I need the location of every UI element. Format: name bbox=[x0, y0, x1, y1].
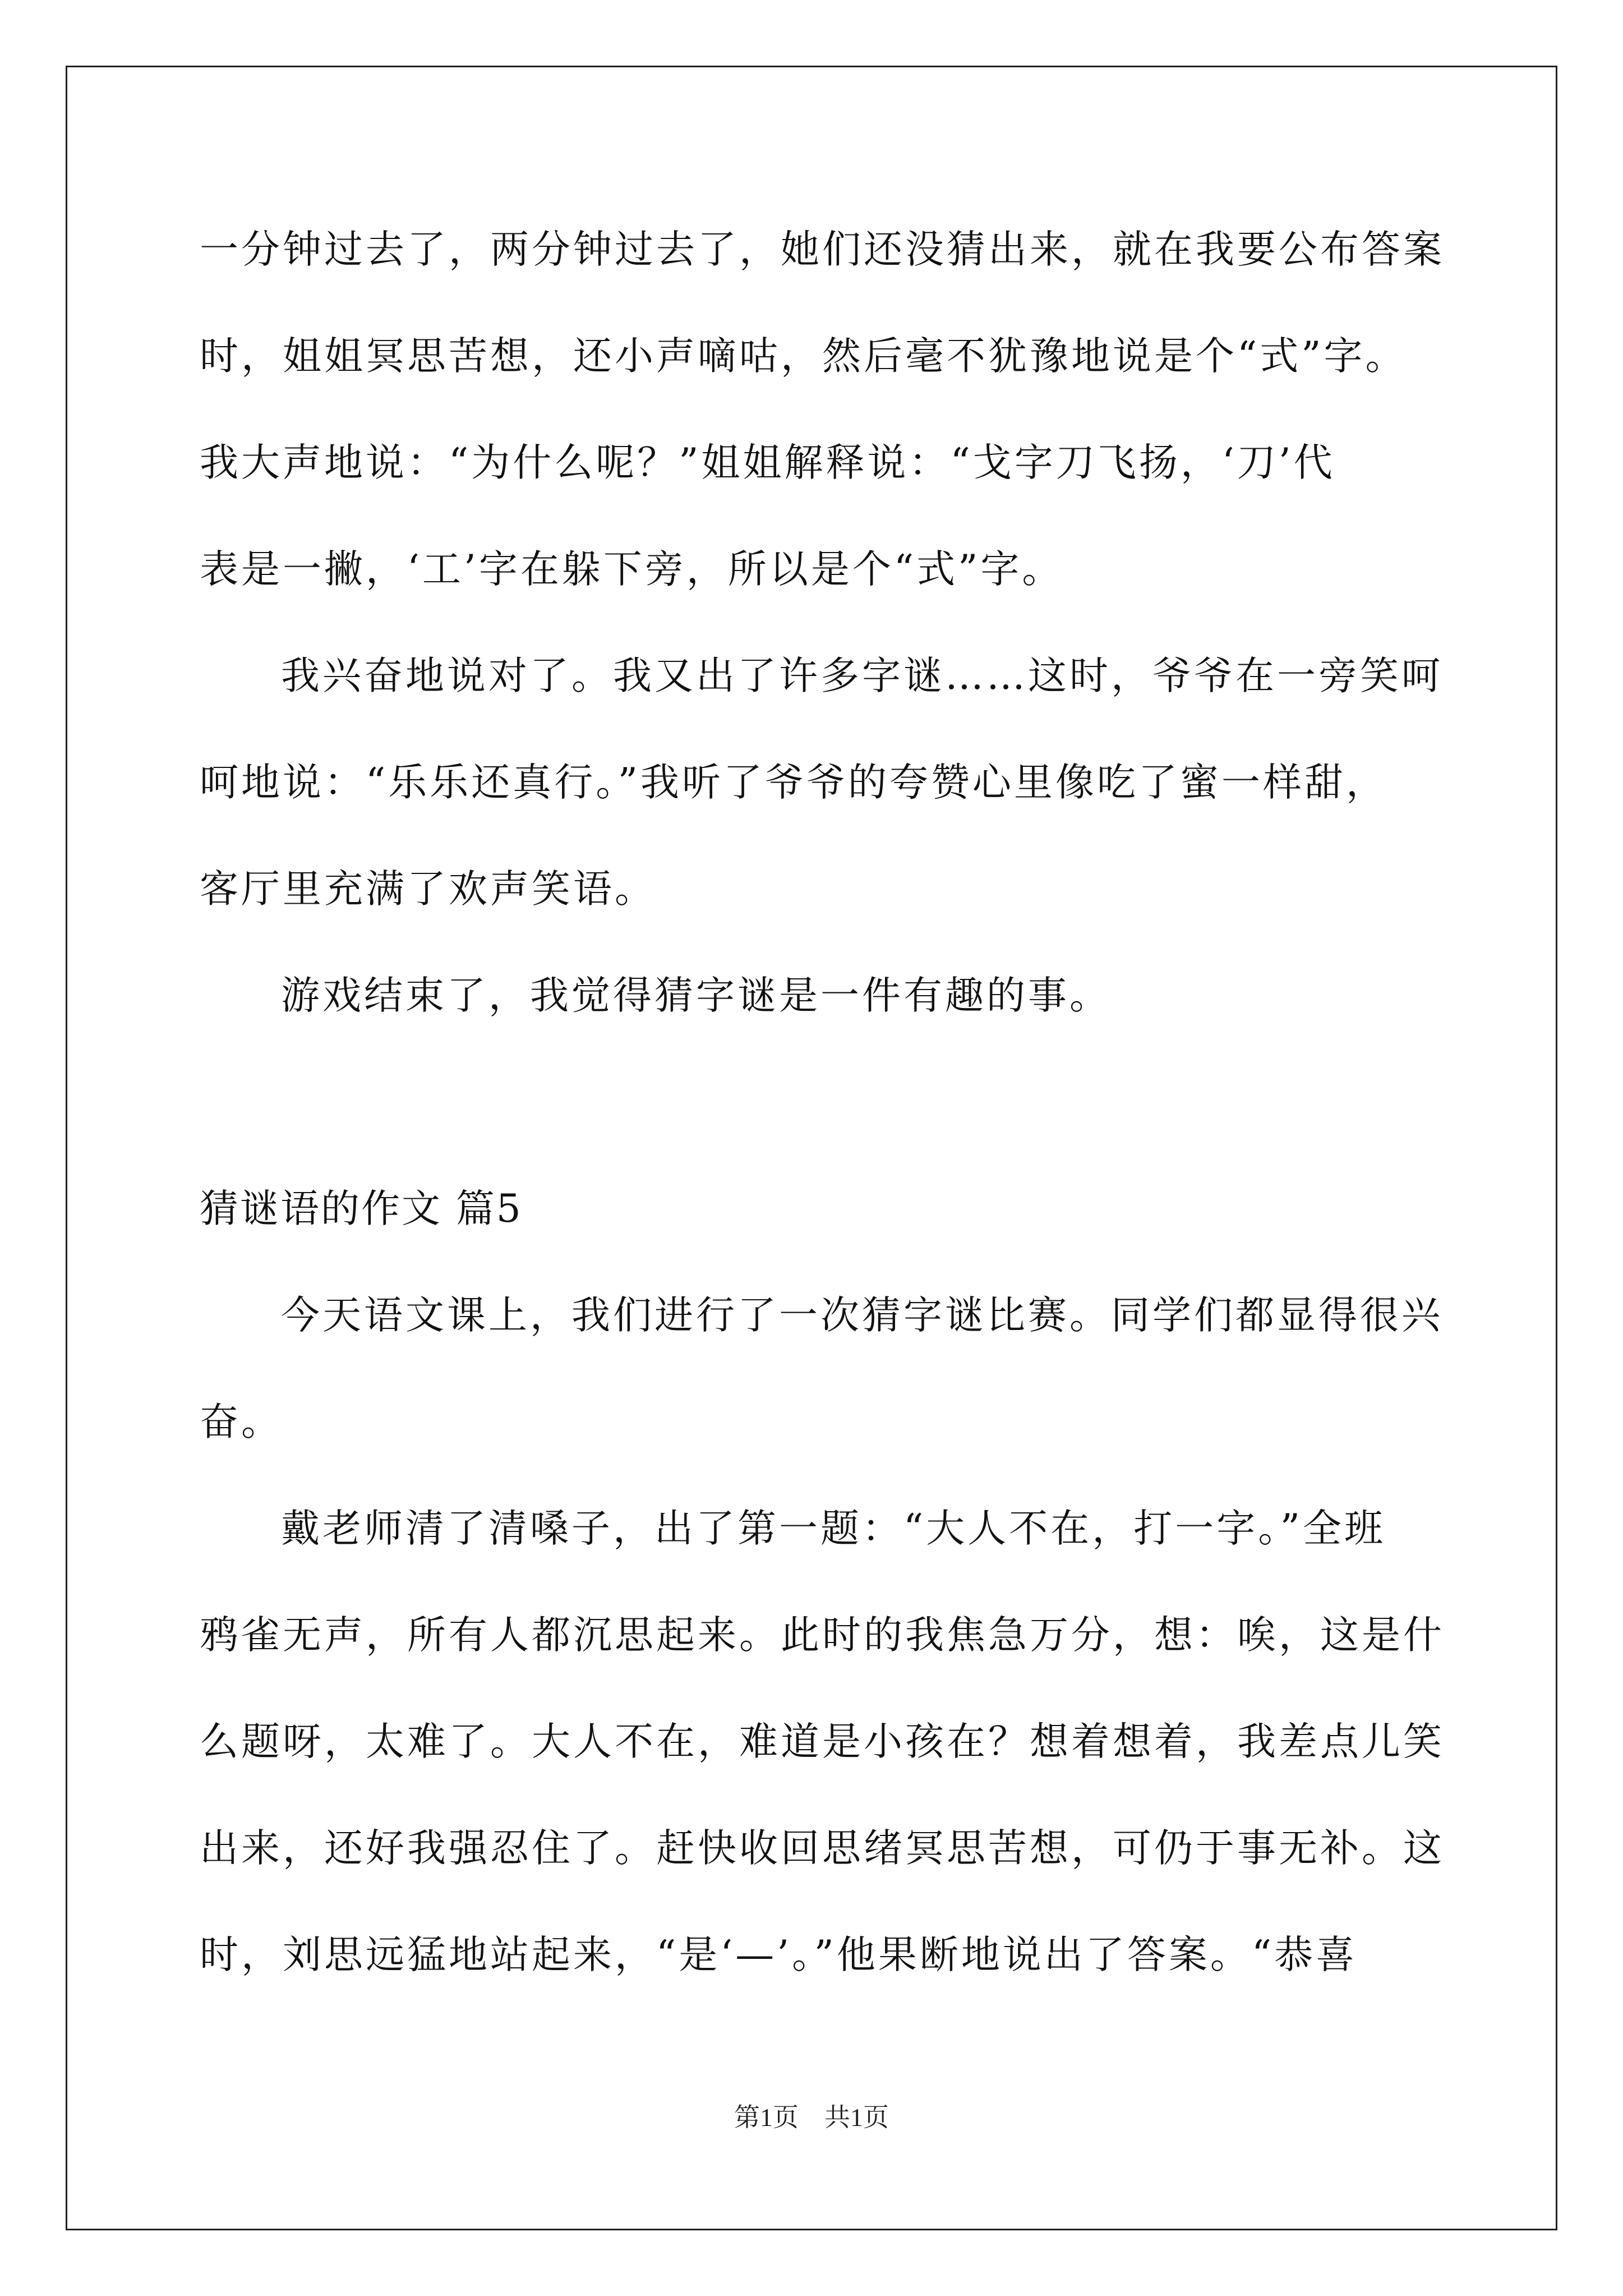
text-line-2: 时，姐姐冥思苦想，还小声嘀咕，然后毫不犹豫地说是个“式”字。 bbox=[200, 334, 1407, 379]
text-line-3: 我大声地说：“为什么呢？”姐姐解释说：“戈字刀飞扬，‘刀’代 bbox=[200, 440, 1335, 485]
text-line-6: 呵地说：“乐乐还真行。”我听了爷爷的夸赞心里像吃了蜜一样甜， bbox=[200, 760, 1388, 805]
text-line-1: 一分钟过去了，两分钟过去了，她们还没猜出来，就在我要公布答案 bbox=[200, 227, 1445, 272]
page-border bbox=[66, 66, 1557, 2230]
page-footer: 第1页 共1页 bbox=[734, 2103, 889, 2132]
text-line-7: 客厅里充满了欢声笑语。 bbox=[200, 867, 656, 912]
text-line-8: 游戏结束了，我觉得猜字谜是一件有趣的事。 bbox=[281, 973, 1111, 1018]
section-heading: 猜谜语的作文 篇5 bbox=[200, 1186, 523, 1231]
text-line-15: 出来，还好我强忍住了。赶快收回思绪冥思苦想，可仍于事无补。这 bbox=[200, 1826, 1445, 1871]
text-line-16: 时，刘思远猛地站起来，“是‘—’。”他果断地说出了答案。“恭喜 bbox=[200, 1932, 1358, 1977]
text-line-13: 鸦雀无声，所有人都沉思起来。此时的我焦急万分，想：唉，这是什 bbox=[200, 1613, 1445, 1658]
text-line-10: 今天语文课上，我们进行了一次猜字谜比赛。同学们都显得很兴 bbox=[281, 1293, 1443, 1338]
text-line-12: 戴老师清了清嗓子，出了第一题：“大人不在，打一字。”全班 bbox=[281, 1506, 1386, 1551]
text-line-5: 我兴奋地说对了。我又出了许多字谜……这时，爷爷在一旁笑呵 bbox=[281, 654, 1443, 698]
text-line-14: 么题呀，太难了。大人不在，难道是小孩在？想着想着，我差点儿笑 bbox=[200, 1719, 1445, 1764]
text-line-4: 表是一撇，‘工’字在躲下旁，所以是个“式”字。 bbox=[200, 547, 1064, 592]
text-line-11: 奋。 bbox=[200, 1400, 283, 1444]
